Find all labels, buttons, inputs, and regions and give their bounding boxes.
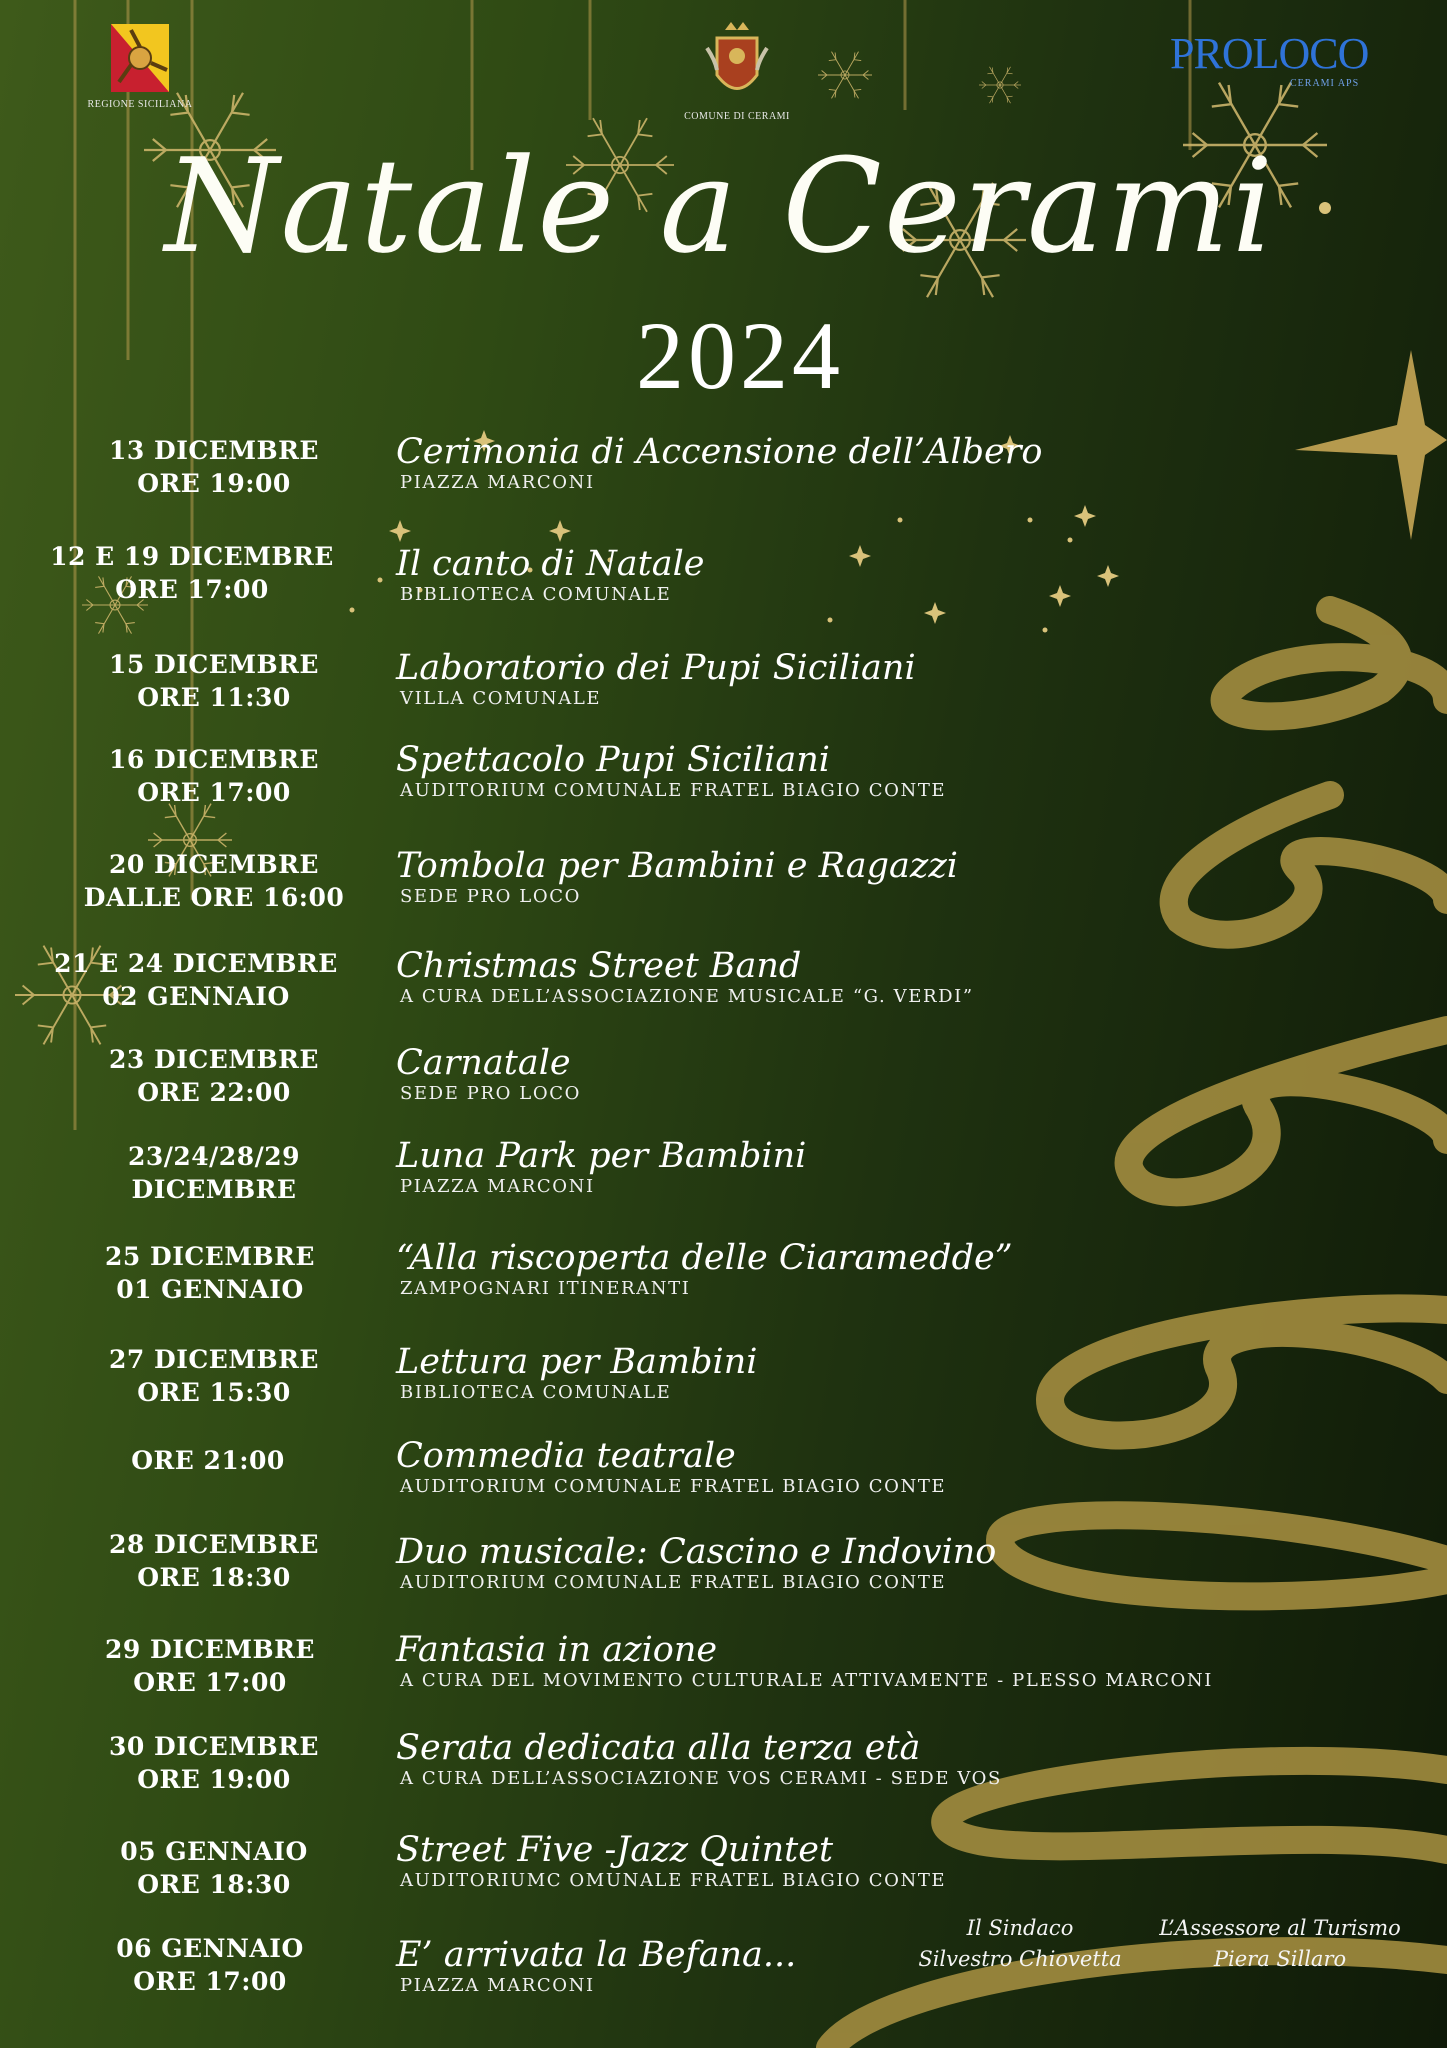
event-item	[396, 1238, 1296, 1300]
proloco-subtitle: CERAMI APS	[1290, 78, 1360, 89]
event-date: 28 DICEMBRE ORE 18:30	[109, 1530, 319, 1592]
event-date: 25 DICEMBRE 01 GENNAIO	[105, 1242, 315, 1304]
event-item	[396, 1342, 1296, 1404]
event-title: Lettura per Bambini	[396, 1342, 758, 1382]
event-date: 29 DICEMBRE ORE 17:00	[105, 1635, 315, 1697]
event-date: 05 GENNAIO ORE 18:30	[120, 1837, 308, 1899]
event-date: 21 E 24 DICEMBRE 02 GENNAIO	[54, 949, 338, 1011]
event-date: 30 DICEMBRE ORE 19:00	[109, 1732, 319, 1794]
event-location: PIAZZA MARCONI	[400, 1975, 595, 1996]
signature-sindaco	[900, 1913, 1140, 1975]
event-item	[396, 648, 1296, 710]
event-title: “Alla riscoperta delle Ciaramedde”	[396, 1238, 1013, 1278]
comune-di-cerami-caption: COMUNE DI CERAMI	[684, 111, 790, 122]
proloco-logo	[1170, 30, 1390, 89]
event-location: BIBLIOTECA COMUNALE	[400, 1382, 672, 1403]
event-item	[396, 432, 1296, 494]
year-label: 2024	[636, 302, 844, 409]
event-location: A CURA DEL MOVIMENTO CULTURALE ATTIVAMENTE - PLESSO MARCONI	[400, 1670, 1213, 1691]
event-item	[396, 1436, 1296, 1498]
event-location: A CURA DELL’ASSOCIAZIONE VOS CERAMI - SEDE VOS	[400, 1768, 1002, 1789]
event-location: PIAZZA MARCONI	[400, 472, 595, 493]
event-location: AUDITORIUMC OMUNALE FRATEL BIAGIO CONTE	[400, 1870, 947, 1891]
event-title: Tombola per Bambini e Ragazzi	[396, 846, 958, 886]
event-title: Laboratorio dei Pupi Siciliani	[396, 648, 916, 688]
event-location: SEDE PRO LOCO	[400, 886, 581, 907]
proloco-wordmark: PROLOCO	[1170, 29, 1369, 78]
event-location: AUDITORIUM COMUNALE FRATEL BIAGIO CONTE	[400, 780, 947, 801]
assessore-role: L’Assessore al Turismo	[1159, 1916, 1401, 1940]
event-title: Luna Park per Bambini	[396, 1136, 807, 1176]
coat-of-arms-icon	[705, 20, 769, 106]
event-item	[396, 1136, 1296, 1198]
event-date: 23 DICEMBRE ORE 22:00	[109, 1045, 319, 1107]
event-item	[396, 544, 1296, 606]
event-item	[396, 1630, 1296, 1692]
event-date: ORE 21:00	[131, 1446, 285, 1475]
event-item	[396, 1830, 1296, 1892]
event-item	[396, 1728, 1296, 1790]
event-date: 12 E 19 DICEMBRE ORE 17:00	[50, 542, 334, 604]
event-title: Christmas Street Band	[396, 946, 802, 986]
comune-di-cerami-logo	[662, 20, 812, 122]
event-location: ZAMPOGNARI ITINERANTI	[400, 1278, 691, 1299]
event-location: VILLA COMUNALE	[400, 688, 602, 709]
trinacria-icon	[109, 22, 171, 94]
event-location: AUDITORIUM COMUNALE FRATEL BIAGIO CONTE	[400, 1476, 947, 1497]
event-date: 27 DICEMBRE ORE 15:30	[109, 1345, 319, 1407]
event-location: AUDITORIUM COMUNALE FRATEL BIAGIO CONTE	[400, 1572, 947, 1593]
event-date: 13 DICEMBRE ORE 19:00	[109, 436, 319, 498]
event-location: A CURA DELL’ASSOCIAZIONE MUSICALE “G. VERDI”	[400, 986, 974, 1007]
event-title: Fantasia in azione	[396, 1630, 718, 1670]
assessore-name: Piera Sillaro	[1213, 1947, 1347, 1971]
regione-siciliana-logo	[80, 22, 200, 110]
event-item	[396, 946, 1296, 1008]
event-location: PIAZZA MARCONI	[400, 1176, 595, 1197]
event-item	[396, 846, 1296, 908]
sindaco-role: Il Sindaco	[966, 1916, 1074, 1940]
event-location: SEDE PRO LOCO	[400, 1083, 581, 1104]
page-title: Natale a Cerami	[164, 130, 1276, 282]
event-date: 06 GENNAIO ORE 17:00	[116, 1934, 304, 1996]
event-item	[396, 1532, 1296, 1594]
event-title: Duo musicale: Cascino e Indovino	[396, 1532, 997, 1572]
event-title: Commedia teatrale	[396, 1436, 736, 1476]
sindaco-name: Silvestro Chiovetta	[918, 1947, 1122, 1971]
event-date: 16 DICEMBRE ORE 17:00	[109, 745, 319, 807]
event-location: BIBLIOTECA COMUNALE	[400, 584, 672, 605]
regione-siciliana-caption: REGIONE SICILIANA	[87, 99, 193, 110]
event-title: Il canto di Natale	[396, 544, 705, 584]
event-title: E’ arrivata la Befana...	[396, 1935, 797, 1975]
event-title: Spettacolo Pupi Siciliani	[396, 740, 830, 780]
event-item	[396, 1043, 1296, 1105]
event-date: 15 DICEMBRE ORE 11:30	[109, 650, 319, 712]
event-title: Serata dedicata alla terza età	[396, 1728, 921, 1768]
event-title: Street Five -Jazz Quintet	[396, 1830, 834, 1870]
event-item	[396, 740, 1296, 802]
event-date: 20 DICEMBRE DALLE ORE 16:00	[83, 850, 345, 912]
event-title: Cerimonia di Accensione dell’Albero	[396, 432, 1043, 472]
signature-assessore	[1150, 1913, 1410, 1975]
event-title: Carnatale	[396, 1043, 571, 1083]
event-date: 23/24/28/29 DICEMBRE	[127, 1142, 301, 1204]
